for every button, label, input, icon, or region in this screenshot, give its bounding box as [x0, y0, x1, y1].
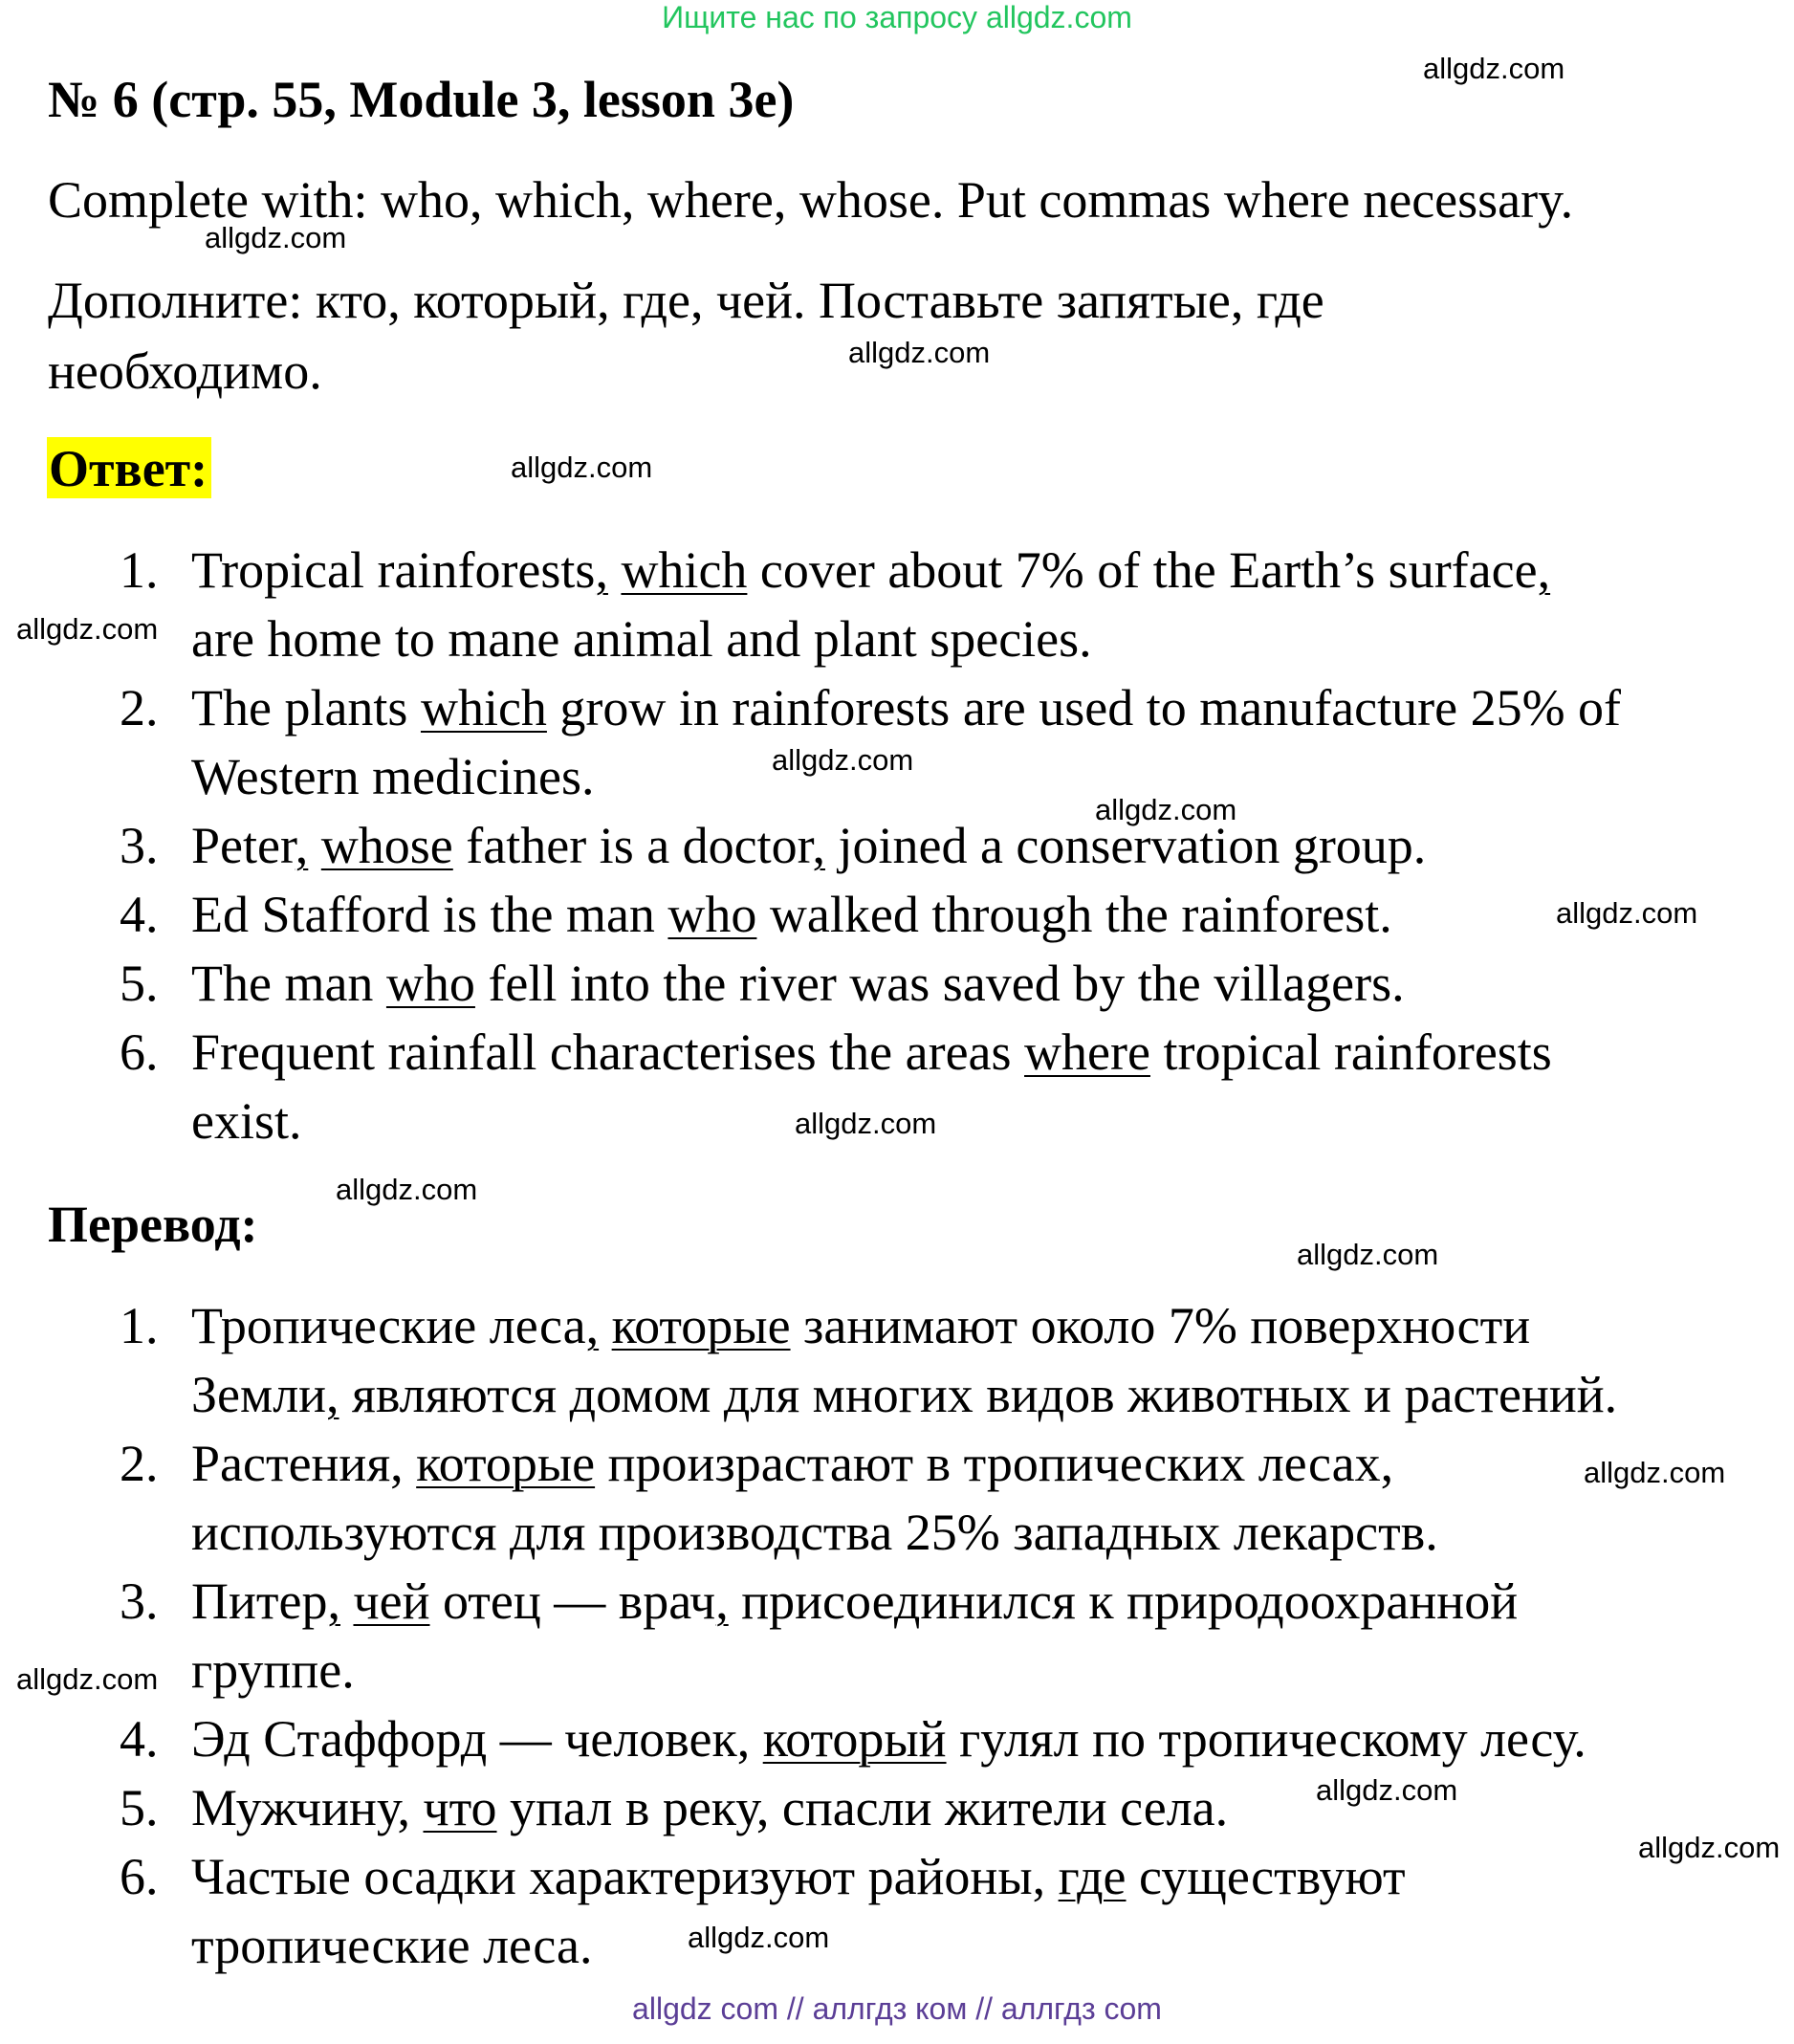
answer-2-number: 2.	[120, 679, 159, 736]
answer-6-relative-pronoun: where	[1024, 1023, 1150, 1081]
translation-1-relative-pronoun: которые	[611, 1297, 791, 1354]
answer-3-line1	[191, 816, 1426, 875]
translation-2-text-cont: произрастают в тропических лесах,	[595, 1435, 1394, 1492]
translation-2-number: 2.	[120, 1435, 159, 1492]
translation-1-space	[599, 1297, 612, 1354]
answer-3-text: Peter	[191, 817, 295, 874]
translation-4-number: 4.	[120, 1710, 159, 1768]
translation-2-text: Растения,	[191, 1435, 417, 1492]
answer-5-relative-pronoun: who	[385, 955, 475, 1012]
translation-3-text-cont: отец — врач	[429, 1572, 716, 1630]
translation-3-number: 3.	[120, 1572, 159, 1630]
answer-2-relative-pronoun: which	[420, 679, 547, 736]
translation-1-comma: ,	[585, 1297, 600, 1354]
answer-5-text-cont: fell into the river was saved by the villagers.	[474, 955, 1405, 1012]
answer-6-text-cont: tropical rainforests	[1149, 1023, 1552, 1081]
translation-4-line1	[191, 1709, 1586, 1769]
translation-1-line2-cont: являются домом для многих видов животных и растений.	[339, 1366, 1618, 1423]
watermark: allgdz.com	[1638, 1831, 1781, 1864]
answer-2-text-cont: grow in rainforests are used to manufacture 25% of	[546, 679, 1622, 736]
translation-5-text: Мужчину,	[191, 1779, 424, 1836]
page-title: № 6 (стр. 55, Module 3, lesson 3e)	[48, 71, 795, 128]
translation-1-text: Тропические леса	[191, 1297, 586, 1354]
translation-3-text: Питер	[191, 1572, 328, 1630]
answer-1-space	[608, 541, 622, 599]
instruction-english: Complete with: who, which, where, whose. Put commas where necessary.	[48, 171, 1574, 229]
translation-3-comma: ,	[327, 1572, 340, 1630]
answer-1-line1	[191, 540, 1550, 600]
answer-5-line1	[191, 954, 1405, 1013]
translation-5-line1	[191, 1778, 1228, 1837]
watermark: allgdz.com	[772, 743, 914, 777]
answer-5-number: 5.	[120, 955, 159, 1012]
translation-6-line2: тропические леса.	[191, 1917, 593, 1974]
watermark: allgdz.com	[795, 1107, 937, 1140]
translation-6-text: Частые осадки характеризуют районы,	[191, 1848, 1059, 1905]
watermark: allgdz.com	[1095, 793, 1237, 826]
translation-3-comma-2: ,	[715, 1572, 729, 1630]
watermark: allgdz.com	[336, 1173, 478, 1206]
translation-6-text-cont: существуют	[1126, 1848, 1406, 1905]
watermark: allgdz.com	[16, 612, 159, 646]
answer-1-number: 1.	[120, 541, 159, 599]
translation-3-line2: группе.	[191, 1641, 355, 1699]
answer-1-comma: ,	[595, 541, 608, 599]
translation-6-relative-pronoun: где	[1058, 1848, 1127, 1905]
answer-3-text-end: joined a conservation group.	[824, 817, 1427, 874]
watermark: allgdz.com	[16, 1662, 159, 1696]
translation-4-relative-pronoun: который	[762, 1710, 947, 1768]
answer-4-text: Ed Stafford is the man	[191, 886, 668, 943]
instruction-russian-line1: Дополните: кто, который, где, чей. Поставьте запятые, где	[48, 272, 1324, 329]
translation-3-space	[340, 1572, 354, 1630]
answer-6-number: 6.	[120, 1023, 159, 1081]
top-banner: Ищите нас по запросу allgdz.com	[662, 0, 1132, 34]
answer-2-line2: Western medicines.	[191, 748, 595, 805]
translation-1-line2	[191, 1365, 1617, 1424]
answer-2-line1	[191, 678, 1621, 737]
answer-3-space	[308, 817, 321, 874]
answer-4-relative-pronoun: who	[667, 886, 757, 943]
translation-3-text-end: присоединился к природоохранной	[728, 1572, 1519, 1630]
watermark: allgdz.com	[1556, 896, 1698, 930]
translation-5-relative-pronoun: что	[423, 1779, 497, 1836]
answer-4-text-cont: walked through the rainforest.	[756, 886, 1392, 943]
watermark: allgdz.com	[1297, 1238, 1439, 1271]
watermark: allgdz.com	[1584, 1456, 1726, 1489]
answer-6-text: Frequent rainfall characterises the areas	[191, 1023, 1025, 1081]
answer-6-line2: exist.	[191, 1092, 302, 1150]
translation-6-line1	[191, 1847, 1406, 1906]
translation-6-number: 6.	[120, 1848, 159, 1905]
translation-2-relative-pronoun: которые	[416, 1435, 596, 1492]
watermark: allgdz.com	[511, 451, 653, 484]
answer-1-line2: are home to mane animal and plant species.	[191, 610, 1092, 668]
answer-3-comma: ,	[295, 817, 309, 874]
answer-3-comma-2: ,	[812, 817, 825, 874]
bottom-banner: allgdz com // аллгдз ком // аллгдз com	[632, 1991, 1162, 2026]
translation-4-text: Эд Стаффорд — человек,	[191, 1710, 763, 1768]
answer-1-text-cont: cover about 7% of the Earth’s surface	[747, 541, 1538, 599]
watermark: allgdz.com	[688, 1921, 830, 1954]
answer-6-line1	[191, 1022, 1552, 1082]
translation-1-number: 1.	[120, 1297, 159, 1354]
answer-5-text: The man	[191, 955, 386, 1012]
answer-1-relative-pronoun: which	[621, 541, 748, 599]
answer-3-number: 3.	[120, 817, 159, 874]
answer-4-number: 4.	[120, 886, 159, 943]
translation-3-relative-pronoun: чей	[353, 1572, 430, 1630]
translation-2-line1	[191, 1434, 1393, 1493]
answer-label: Ответ:	[47, 437, 211, 498]
answer-2-text: The plants	[191, 679, 421, 736]
instruction-russian-line2: необходимо.	[48, 342, 322, 400]
translation-label: Перевод:	[48, 1196, 258, 1253]
answer-1-text: Tropical rainforests	[191, 541, 596, 599]
translation-3-line1	[191, 1571, 1518, 1631]
answer-4-line1	[191, 885, 1392, 944]
translation-1-comma-2: ,	[326, 1366, 339, 1423]
watermark: allgdz.com	[205, 221, 347, 254]
watermark: allgdz.com	[848, 336, 991, 369]
answer-1-comma-2: ,	[1537, 541, 1551, 599]
watermark: allgdz.com	[1423, 52, 1565, 85]
translation-5-number: 5.	[120, 1779, 159, 1836]
watermark: allgdz.com	[1316, 1773, 1458, 1807]
translation-5-text-cont: упал в реку, спасли жители села.	[496, 1779, 1229, 1836]
translation-1-text-cont: занимают около 7% поверхности	[790, 1297, 1531, 1354]
translation-2-line2: используются для производства 25% западных лекарств.	[191, 1504, 1438, 1561]
translation-4-text-cont: гулял по тропическому лесу.	[946, 1710, 1586, 1768]
answer-3-text-cont: father is a doctor	[452, 817, 813, 874]
translation-1-line1	[191, 1296, 1530, 1355]
answer-3-relative-pronoun: whose	[320, 817, 453, 874]
translation-1-line2-text: Земли	[191, 1366, 327, 1423]
